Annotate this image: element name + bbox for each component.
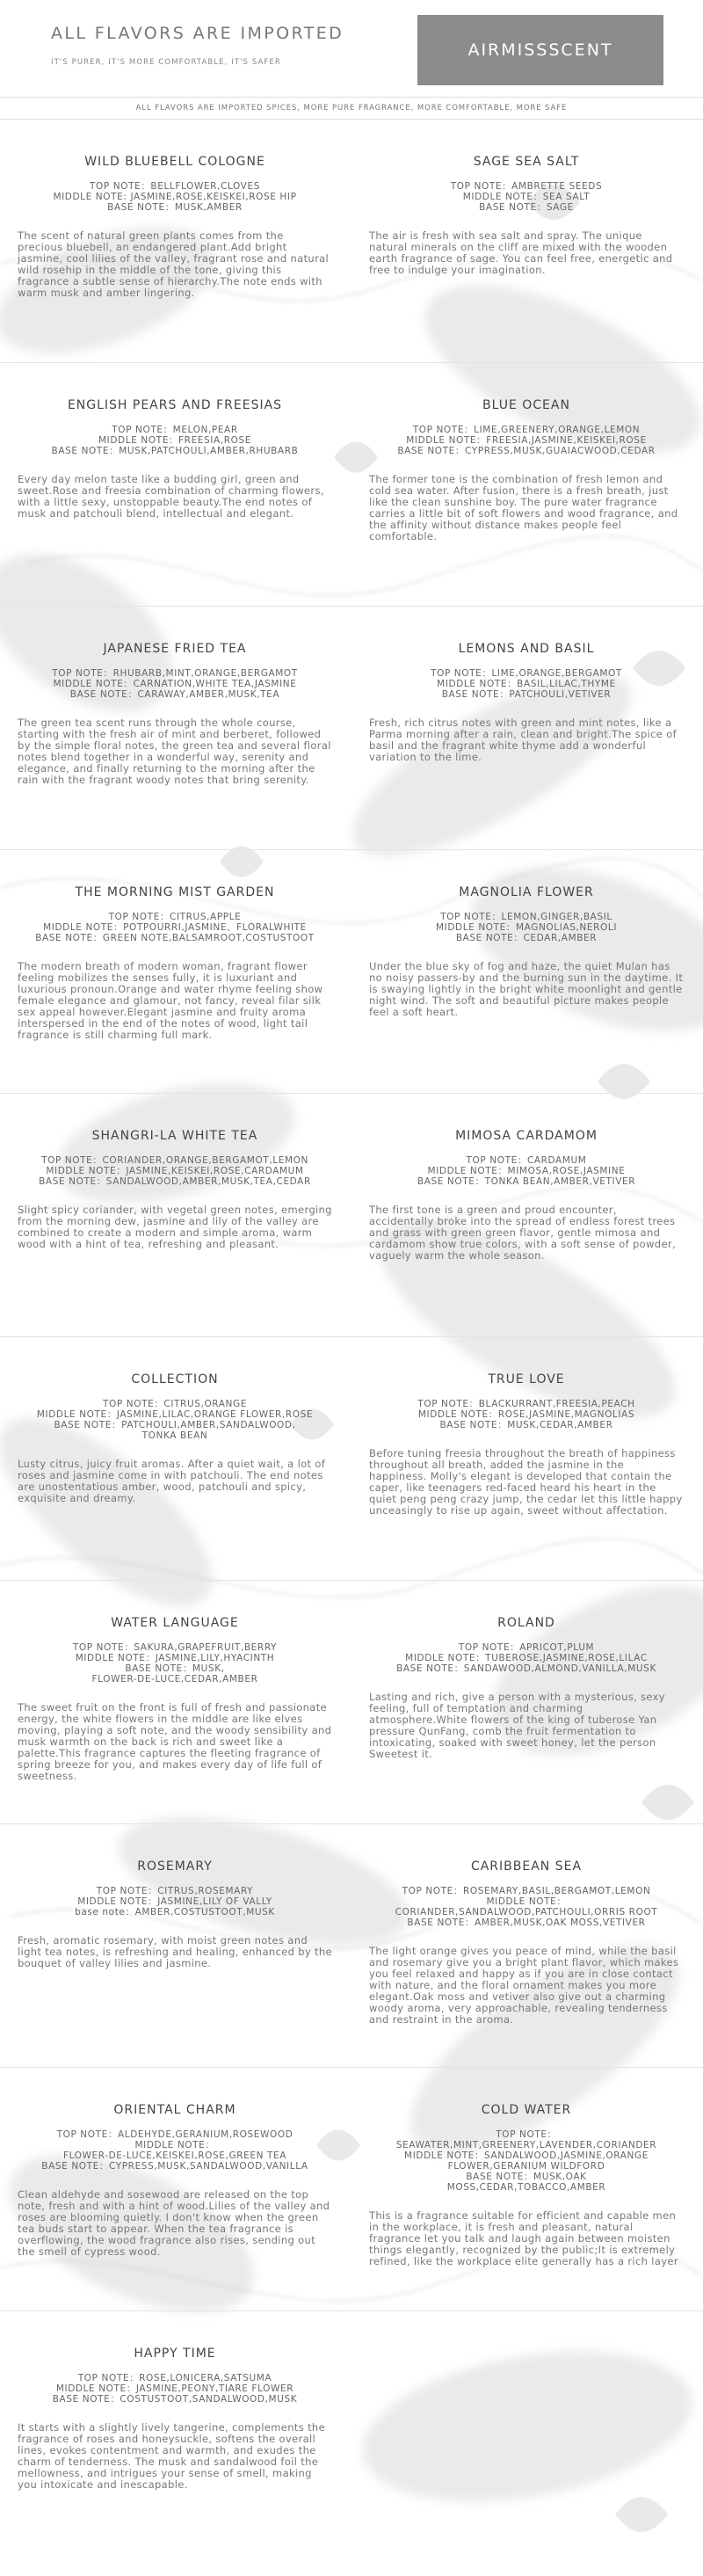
note-line: MIDDLE NOTE：FREESIA,JASMINE,KEISKEI,ROSE (406, 435, 647, 446)
note-line: TOP NOTE：LIME,GREENERY,ORANGE,LEMON (412, 425, 641, 435)
brand-name: AIRMISSSCENT (467, 40, 613, 60)
note-line: MIDDLE NOTE：MAGNOLIAS,NEROLI (435, 922, 618, 933)
product-notes (18, 181, 332, 213)
note-line: MIDDLE NOTE：JASMINE,LILY,HYACINTH (75, 1653, 275, 1663)
note-line: MIDDLE NOTE：SANDALWOOD,JASMINE,ORANGE (404, 2150, 649, 2161)
note-line: TONKA BEAN (141, 1430, 208, 1441)
product-notes (369, 1642, 684, 1674)
product-card (352, 2311, 703, 2559)
product-description: Fresh, aromatic rosemary, with moist green notes and light tea notes, is refreshing and healing, enhanced by the bouquet of valley lilies and jasmine. (18, 1934, 332, 1969)
product-card[interactable] (352, 120, 703, 362)
note-line: TOP NOTE：ROSE,LONICERA,SATSUMA (77, 2373, 272, 2383)
note-line: TOP NOTE：CORIANDER,ORANGE,BERGAMOT,LEMON (41, 1155, 308, 1166)
note-line: MIDDLE NOTE：MIMOSA,ROSE,JASMINE (427, 1166, 626, 1176)
note-line: MIDDLE NOTE：BASIL,LILAC,THYME (437, 679, 616, 689)
product-row (0, 2311, 703, 2559)
product-name: ROSEMARY (137, 1859, 213, 1874)
header-title: ALL FLAVORS ARE IMPORTED (51, 24, 344, 43)
note-line: BASE NOTE：MUSK, (125, 1663, 225, 1674)
note-line: BASE NOTE：PATCHOULI,AMBER,SANDALWOOD, (54, 1420, 296, 1430)
product-notes (18, 425, 332, 456)
product-description: Lusty citrus, juicy fruit aromas. After a quiet wait, a lot of roses and jasmine come in with patchouli. The end notes are unostentatious amber, wood, patchouli and spicy, exquisite and dreamy. (18, 1458, 326, 1504)
note-line: BASE NOTE：SAGE (479, 202, 574, 213)
note-line: MIDDLE NOTE：CARNATION,WHITE TEA,JASMINE (53, 679, 297, 689)
product-card[interactable] (352, 607, 703, 849)
product-notes (18, 2129, 332, 2172)
product-row (0, 1824, 703, 2068)
product-name: WILD BLUEBELL COLOGNE (84, 155, 265, 169)
product-description: Under the blue sky of fog and haze, the quiet Mulan has no noisy passers-by and the burning sun in the daytime. It is swaying lightly in the bright white moonlight and gentle night wind. The soft and beautiful picture makes people feel a soft heart. (369, 960, 684, 1018)
product-name: BLUE OCEAN (482, 398, 570, 412)
note-line: MIDDLE NOTE：POTPOURRI,JASMINE、FLORALWHITE (43, 922, 307, 933)
note-line: MIDDLE NOTE：ROSE,JASMINE,MAGNOLIAS (417, 1409, 635, 1420)
note-line: TOP NOTE：MELON,PEAR (112, 425, 238, 435)
product-notes (18, 1642, 332, 1685)
note-line: TOP NOTE：ROSEMARY,BASIL,BERGAMOT,LEMON (402, 1886, 651, 1896)
product-notes (18, 2373, 332, 2405)
product-card[interactable] (0, 1581, 352, 1823)
note-line: FLOWER-DE-LUCE,CEDAR,AMBER (91, 1674, 258, 1685)
product-description: Lasting and rich, give a person with a mysterious, sexy feeling, full of temptation and charming atmosphere.White flowers of the king of tuberose Yan pressure QunFang, comb the fruit fermentation to intoxicating, soaked with sweet honey, let the person Sweetest it. (369, 1691, 665, 1760)
page-header (0, 0, 703, 97)
header-subtitle: IT'S PURER, IT'S MORE COMFORTABLE, IT'S SAFER (51, 58, 281, 67)
product-name: THE MORNING MIST GARDEN (75, 885, 275, 899)
note-line: MIDDLE NOTE: JASMINE,ROSE,KEISKEI,ROSE HIP (53, 192, 297, 202)
note-line: TOP NOTE：ALDEHYDE,GERANIUM,ROSEWOOD (56, 2129, 294, 2140)
product-name: CARIBBEAN SEA (470, 1859, 583, 1874)
product-card[interactable] (0, 363, 352, 606)
note-line: MIDDLE NOTE：TUBEROSE,JASMINE,ROSE,LILAC (405, 1653, 648, 1663)
product-notes (18, 668, 332, 700)
note-line: TOP NOTE：LEMON,GINGER,BASIL (440, 912, 612, 922)
product-name: COLD WATER (481, 2103, 572, 2117)
note-line: BASE NOTE：SANDAWOOD,ALMOND,VANILLA,MUSK (396, 1663, 656, 1674)
product-name: SHANGRI-LA WHITE TEA (91, 1129, 258, 1143)
product-notes (369, 181, 684, 213)
note-line: BASE NOTE：CARAWAY,AMBER,MUSK,TEA (69, 689, 280, 700)
product-description: The air is fresh with sea salt and spray. The unique natural minerals on the cliff are mixed with the wooden earth fragrance of sage. You can feel free, energetic and free to indulge your imagination. (369, 229, 673, 276)
note-line: BASE NOTE：MUSK,PATCHOULI,AMBER,RHUBARB (51, 446, 299, 456)
product-name: MIMOSA CARDAMOM (455, 1129, 598, 1143)
note-line: BASE NOTE：AMBER,MUSK,OAK MOSS,VETIVER (407, 1917, 646, 1928)
product-card[interactable] (0, 607, 352, 849)
note-line: TOP NOTE：CITRUS,APPLE (108, 912, 242, 922)
product-row (0, 1094, 703, 1337)
note-line: TOP NOTE：RHUBARB,MINT,ORANGE,BERGAMOT (52, 668, 298, 679)
note-line: TOP NOTE：SAKURA,GRAPEFRUIT,BERRY (72, 1642, 278, 1653)
product-description: Slight spicy coriander, with vegetal green notes, emerging from the morning dew, jasmine and lily of the valley are combined to create a modern and simple aroma, warm wood with a hint of tea, refreshing and pleasant. (18, 1204, 332, 1250)
product-row (0, 1581, 703, 1824)
product-notes (369, 1155, 684, 1187)
product-notes (18, 1399, 332, 1441)
note-line: BASE NOTE：SANDALWOOD,AMBER,MUSK,TEA,CEDAR (39, 1176, 311, 1187)
note-line: MIDDLE NOTE： (134, 2140, 215, 2150)
note-line: FLOWER,GERANIUM WILDFORD (447, 2161, 605, 2172)
note-line: BASE NOTE：MUSK,OAK (466, 2172, 587, 2182)
note-line: MIDDLE NOTE：JASMINE,LILY OF VALLY (77, 1896, 272, 1907)
note-line: MIDDLE NOTE：JASMINE,KEISKEI,ROSE,CARDAMUM (46, 1166, 304, 1176)
product-description: Every day melon taste like a budding girl, green and sweet.Rose and freesia combination of charming flowers, with a little sexy, unstoppable beauty.The end notes of musk and patchouli blend, intellectual and elegant. (18, 473, 324, 520)
product-card[interactable] (352, 850, 703, 1093)
brand-logo-box[interactable] (417, 15, 663, 85)
product-row (0, 850, 703, 1094)
product-name: TRUE LOVE (488, 1372, 565, 1386)
note-line: BASE NOTE：CEDAR,AMBER (455, 933, 598, 943)
product-description: The green tea scent runs through the whole course, starting with the fresh air of mint and berberet, followed by the simple floral notes, the green tea and several floral notes blend together in a wonderful way, serenity and elegance, and finally returning to the morning after the rain with the fragrant woody notes that bring serenity. (18, 717, 331, 786)
note-line: TOP NOTE：BLACKURRANT,FREESIA,PEACH (417, 1399, 635, 1409)
product-description: The first tone is a green and proud encounter, accidentally broke into the spread of endless forest trees and grass with green green flavor, gentle mimosa and cardamom show true colors, with a soft sense of powder, vaguely warm the whole season. (369, 1204, 676, 1262)
note-line: TOP NOTE：BELLFLOWER,CLOVES (90, 181, 260, 192)
note-line: MIDDLE NOTE：JASMINE,PEONY,TIARE FLOWER (55, 2383, 294, 2394)
product-card[interactable] (352, 1094, 703, 1336)
product-card[interactable] (0, 2311, 352, 2559)
product-name: LEMONS AND BASIL (458, 642, 595, 656)
product-description: It starts with a slightly lively tangerine, complements the fragrance of roses and honeysuckle, softens the overall lines, evokes contentment and warmth, and exudes the charm of tenderness. The musk and sandalwood foil the mellowness, and intrigues your sense of smell, making you intoxicate and inescapable. (18, 2421, 325, 2491)
product-notes (369, 912, 684, 943)
product-card[interactable] (352, 1581, 703, 1823)
product-name: ORIENTAL CHARM (113, 2103, 236, 2117)
note-line: BASE NOTE：GREEN NOTE,BALSAMROOT,COSTUSTOOT (35, 933, 315, 943)
product-row (0, 120, 703, 363)
product-card[interactable] (0, 2068, 352, 2310)
product-description: Before tuning freesia throughout the breath of happiness throughout all breath, added the jasmine in the happiness. Molly's elegant is developed that contain the caper, like teenagers red-faced heard his heart in the quiet peng peng crazy jump, the cedar let this little happy unceasingly to rise up again, sweet without affectation. (369, 1447, 683, 1517)
note-line: MIDDLE NOTE：JASMINE,LILAC,ORANGE FLOWER,ROSE (36, 1409, 314, 1420)
product-description: Fresh, rich citrus notes with green and mint notes, like a Parma morning after a rain, clean and bright.The spice of basil and the fragrant white thyme add a wonderful variation to the lime. (369, 717, 677, 763)
product-name: COLLECTION (131, 1372, 219, 1386)
product-row (0, 607, 703, 850)
product-description: This is a fragrance suitable for efficient and capable men in the workplace, it is fresh and pleasant, natural fragrance let you talk and laugh again between moisten things elegantly, recognized by the public;It is extremely refined, like the workplace elite generally has a rich layer (369, 2209, 678, 2267)
product-notes (18, 1886, 332, 1917)
note-line: BASE NOTE：TONKA BEAN,AMBER,VETIVER (417, 1176, 636, 1187)
note-line: BASE NOTE：MUSK,AMBER (107, 202, 243, 213)
product-card[interactable] (0, 1094, 352, 1336)
product-notes (18, 1155, 332, 1187)
product-description: The former tone is the combination of fresh lemon and cold sea water. After fusion, there is a fresh breath, just like the clean sunshine boy. The pure water fragrance carries a little bit of soft flowers and wood fragrance, and the affinity without distance makes people feel comfortable. (369, 473, 678, 542)
product-name: ROLAND (497, 1616, 555, 1630)
product-card[interactable] (0, 120, 352, 362)
product-name: WATER LANGUAGE (111, 1616, 239, 1630)
product-row (0, 2068, 703, 2311)
product-description: The light orange gives you peace of mind, while the basil and rosemary give you a bright plant flavor, which makes you feel relaxed and happy as if you are in close contact with nature, and the floral ornament makes you more elegant.Oak moss and vetiver also give out a charming woody aroma, very approachable, revealing tenderness and restraint in the aroma. (369, 1945, 679, 2026)
product-card[interactable] (0, 1824, 352, 2067)
product-description: The modern breath of modern woman, fragrant flower feeling mobilizes the senses fully, it is luxuriant and luxurious pronoun.Orange and water rhyme feeling show female elegance and glamour, not fancy, reveal filar silk sex appeal however.Elegant jasmine and fruity aroma interspersed in the end of the notes of wood, light tail fragrance is still charming full mark. (18, 960, 323, 1041)
product-notes (369, 1399, 684, 1430)
product-card[interactable] (0, 850, 352, 1093)
note-line: MIDDLE NOTE： (486, 1896, 567, 1907)
note-line: BASE NOTE：COSTUSTOOT,SANDALWOOD,MUSK (52, 2394, 298, 2405)
product-grid (0, 120, 703, 2559)
product-name: HAPPY TIME (134, 2347, 216, 2361)
tagline-bar: ALL FLAVORS ARE IMPORTED SPICES, MORE PURE FRAGRANCE, MORE COMFORTABLE, MORE SAFE (0, 97, 703, 120)
note-line: TOP NOTE：LIME,ORANGE,BERGAMOT (431, 668, 622, 679)
product-card[interactable] (352, 2068, 703, 2310)
note-line: SEAWATER,MINT,GREENERY,LAVENDER,CORIANDER (395, 2140, 657, 2150)
product-row (0, 363, 703, 607)
product-notes (369, 2129, 684, 2193)
note-line: TOP NOTE：CITRUS,ORANGE (103, 1399, 247, 1409)
product-card[interactable] (0, 1337, 352, 1580)
note-line: TOP NOTE：APRICOT,PLUM (458, 1642, 595, 1653)
note-line: FLOWER-DE-LUCE,KEISKEI,ROSE,GREEN TEA (62, 2150, 287, 2161)
note-line: CORIANDER,SANDALWOOD,PATCHOULI,ORRIS ROOT (395, 1907, 658, 1917)
product-notes (18, 912, 332, 943)
product-card[interactable] (352, 363, 703, 606)
note-line: TOP NOTE：AMBRETTE SEEDS (450, 181, 603, 192)
product-card[interactable] (352, 1337, 703, 1580)
note-line: TOP NOTE： (496, 2129, 557, 2140)
note-line: base note：AMBER,COSTUSTOOT,MUSK (75, 1907, 275, 1917)
note-line: BASE NOTE：PATCHOULI,VETIVER (441, 689, 612, 700)
product-description: The sweet fruit on the front is full of fresh and passionate energy, the white flowers in the middle are like elves moving, playing a soft note, and the woody sensibility and musk warmth on the back is rich and sweet like a palette.This fragrance captures the fleeting fragrance of spring breeze for you, and makes every day of life full of sweetness. (18, 1701, 332, 1782)
note-line: BASE NOTE：CYPRESS,MUSK,GUAIACWOOD,CEDAR (397, 446, 656, 456)
product-notes (369, 425, 684, 456)
product-description: The scent of natural green plants comes from the precious bluebell, an endangered plant.Add bright jasmine, cool lilies of the valley, fragrant rose and natural wild rosehip in the middle of the tone, giving this fragrance a subtle sense of hierarchy.The note ends with warm musk and amber lingering. (18, 229, 330, 299)
product-name: JAPANESE FRIED TEA (103, 642, 247, 656)
product-name: MAGNOLIA FLOWER (459, 885, 594, 899)
note-line: BASE NOTE：CYPRESS,MUSK,SANDALWOOD,VANILLA (41, 2161, 308, 2172)
product-card[interactable] (352, 1824, 703, 2067)
note-line: TOP NOTE：CITRUS,ROSEMARY (96, 1886, 254, 1896)
product-row (0, 1337, 703, 1581)
product-notes (369, 668, 684, 700)
product-notes (369, 1886, 684, 1928)
note-line: MOSS,CEDAR,TOBACCO,AMBER (446, 2182, 606, 2193)
note-line: BASE NOTE：MUSK,CEDAR,AMBER (439, 1420, 613, 1430)
note-line: TOP NOTE：CARDAMUM (466, 1155, 587, 1166)
product-description: Clean aldehyde and sosewood are released on the top note, fresh and with a hint of wood.Lilies of the valley and roses are blooming quietly. I don't know when the green tea buds start to appear. When the tea fragrance is overflowing, the wood fragrance also rises, sending out the smell of cypress wood. (18, 2188, 330, 2258)
product-name: SAGE SEA SALT (473, 155, 580, 169)
note-line: MIDDLE NOTE：SEA SALT (462, 192, 591, 202)
product-name: ENGLISH PEARS AND FREESIAS (67, 398, 283, 412)
note-line: MIDDLE NOTE：FREESIA,ROSE (98, 435, 251, 446)
